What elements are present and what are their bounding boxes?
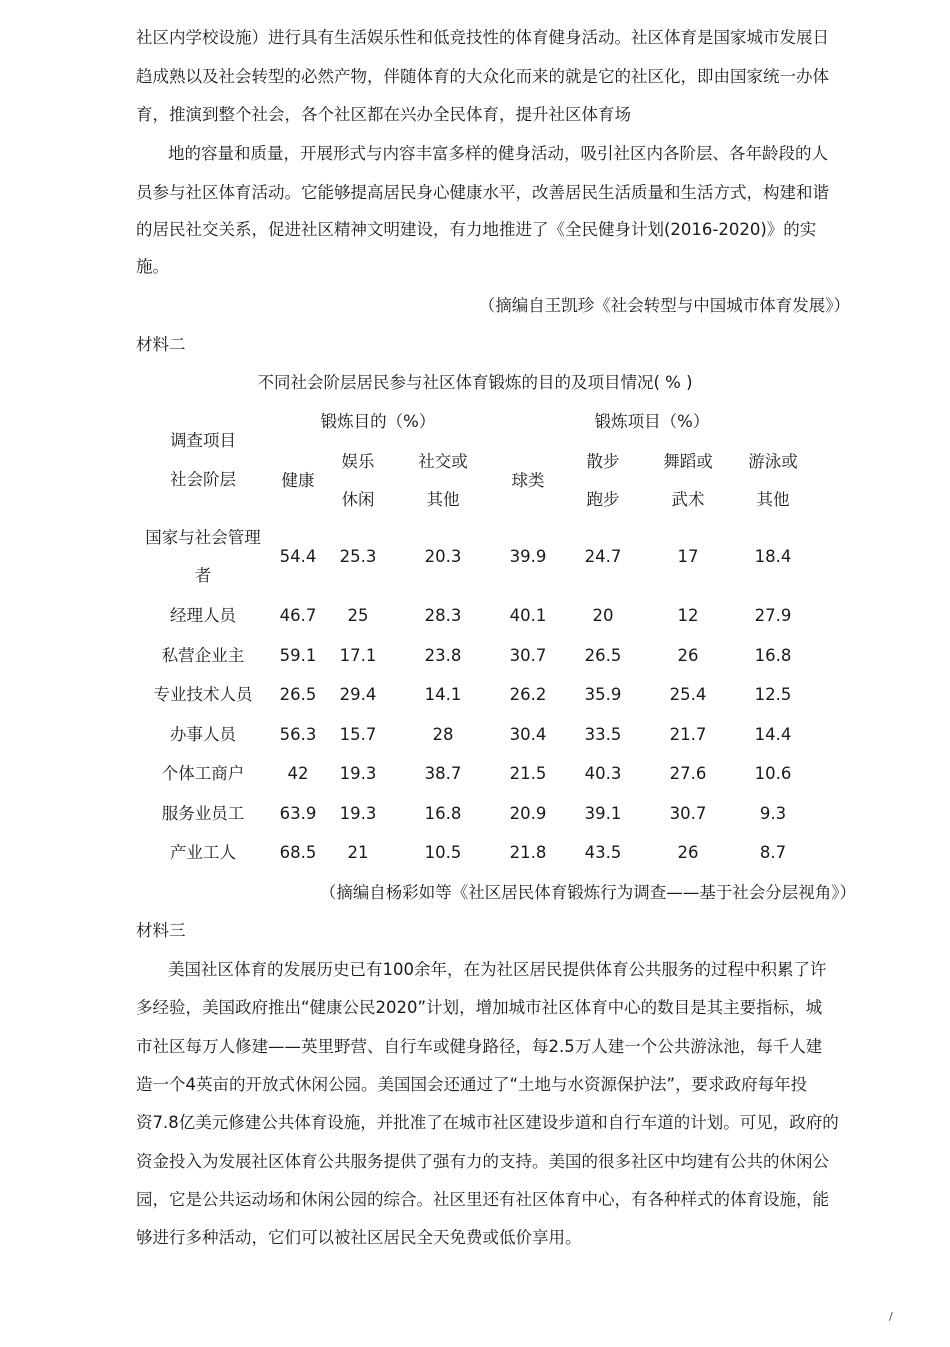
- table-cell: 16.8: [424, 804, 462, 823]
- col-header-swim: 游泳或: [748, 452, 798, 471]
- table-cell: 59.1: [279, 646, 317, 665]
- text-line: 美国社区体育的发展历史已有100余年，在为社区居民提供体育公共服务的过程中积累了许: [168, 960, 827, 979]
- row-label: 个体工商户: [161, 764, 245, 783]
- table-cell: 10.6: [754, 764, 792, 783]
- table-cell: 18.4: [754, 547, 792, 566]
- source-citation-2: （摘编自杨彩如等《社区居民体育锻炼行为调查——基于社会分层视角》）: [319, 883, 856, 902]
- table-cell: 54.4: [279, 547, 317, 566]
- col-header-ball: 球类: [511, 471, 545, 490]
- col-header-health: 健康: [281, 471, 315, 490]
- page-mark: /: [889, 1310, 893, 1323]
- table-cell: 26: [677, 646, 699, 665]
- table-cell: 19.3: [339, 804, 377, 823]
- table-title: 不同社会阶层居民参与社区体育锻炼的目的及项目情况( % ): [257, 373, 693, 392]
- row-label: 服务业员工: [161, 804, 245, 823]
- group-header-items: 锻炼项目（%）: [594, 412, 710, 431]
- table-cell: 28: [432, 725, 454, 744]
- row-label: 专业技术人员: [153, 685, 253, 704]
- text-line: 够进行多种活动，它们可以被社区居民全天免费或低价享用。: [136, 1228, 582, 1247]
- text-line: 的居民社交关系，促进社区精神文明建设，有力地推进了《全民健身计划(2016-2020)》的实: [136, 220, 817, 239]
- table-cell: 14.1: [424, 685, 462, 704]
- table-cell: 16.8: [754, 646, 792, 665]
- col-header-social: 社交或: [418, 452, 468, 471]
- table-cell: 30.4: [509, 725, 547, 744]
- table-cell: 42: [287, 764, 309, 783]
- row-label: 私营企业主: [161, 646, 245, 665]
- table-cell: 19.3: [339, 764, 377, 783]
- material-3-label: 材料三: [136, 921, 186, 940]
- table-cell: 26: [677, 843, 699, 862]
- table-cell: 9.3: [759, 804, 787, 823]
- text-line: 趋成熟以及社会转型的必然产物，伴随体育的大众化而来的就是它的社区化，即由国家统一办体: [136, 67, 829, 86]
- table-cell: 39.1: [584, 804, 622, 823]
- group-header-purpose: 锻炼目的（%）: [320, 412, 436, 431]
- text-line: 造一个4英亩的开放式休闲公园。美国国会还通过了“土地与水资源保护法”，要求政府每年投: [136, 1075, 808, 1094]
- text-line: 员参与社区体育活动。它能够提高居民身心健康水平，改善居民生活质量和生活方式，构建和谐: [136, 183, 829, 202]
- row-label: 国家与社会管理: [145, 528, 261, 547]
- table-cell: 20.9: [509, 804, 547, 823]
- table-cell: 30.7: [509, 646, 547, 665]
- table-cell: 20: [592, 606, 614, 625]
- table-cell: 39.9: [509, 547, 547, 566]
- table-cell: 20.3: [424, 547, 462, 566]
- corner-header-bottom: 社会阶层: [170, 470, 236, 489]
- col-header-dance: 舞蹈或: [663, 452, 713, 471]
- table-cell: 14.4: [754, 725, 792, 744]
- table-cell: 12: [677, 606, 699, 625]
- col-header-entertainment: 娱乐: [341, 452, 375, 471]
- col-header-swim: 其他: [756, 490, 790, 509]
- row-label: 者: [194, 566, 212, 585]
- table-cell: 21.5: [509, 764, 547, 783]
- table-cell: 38.7: [424, 764, 462, 783]
- table-cell: 25: [347, 606, 369, 625]
- table-cell: 25.4: [669, 685, 707, 704]
- table-cell: 40.1: [509, 606, 547, 625]
- col-header-walk: 散步: [586, 452, 620, 471]
- table-cell: 15.7: [339, 725, 377, 744]
- table-cell: 17: [677, 547, 699, 566]
- table-cell: 26.5: [584, 646, 622, 665]
- table-cell: 30.7: [669, 804, 707, 823]
- text-line: 多经验，美国政府推出“健康公民2020”计划，增加城市社区体育中心的数目是其主要指标，城: [136, 998, 823, 1017]
- table-cell: 68.5: [279, 843, 317, 862]
- table-cell: 63.9: [279, 804, 317, 823]
- row-label: 经理人员: [170, 606, 236, 625]
- material-2-label: 材料二: [136, 335, 186, 354]
- corner-header-top: 调查项目: [170, 431, 236, 450]
- col-header-social: 其他: [426, 490, 460, 509]
- table-cell: 23.8: [424, 646, 462, 665]
- text-line: 社区内学校设施）进行具有生活娱乐性和低竞技性的体育健身活动。社区体育是国家城市发展日: [136, 28, 829, 47]
- text-line: 资金投入为发展社区体育公共服务提供了强有力的支持。美国的很多社区中均建有公共的休闲公: [136, 1152, 829, 1171]
- table-cell: 8.7: [759, 843, 787, 862]
- table-cell: 10.5: [424, 843, 462, 862]
- table-cell: 25.3: [339, 547, 377, 566]
- col-header-walk: 跑步: [586, 490, 620, 509]
- text-line: 资7.8亿美元修建公共体育设施，并批准了在城市社区建设步道和自行车道的计划。可见，政府的: [136, 1113, 839, 1132]
- text-line: 地的容量和质量，开展形式与内容丰富多样的健身活动，吸引社区内各阶层、各年龄段的人: [168, 144, 828, 163]
- table-cell: 17.1: [339, 646, 377, 665]
- source-citation-1: （摘编自王凯珍《社会转型与中国城市体育发展》）: [478, 296, 850, 315]
- table-cell: 43.5: [584, 843, 622, 862]
- table-cell: 35.9: [584, 685, 622, 704]
- table-cell: 29.4: [339, 685, 377, 704]
- table-cell: 56.3: [279, 725, 317, 744]
- col-header-entertainment: 休闲: [341, 490, 375, 509]
- row-label: 产业工人: [170, 843, 236, 862]
- table-cell: 24.7: [584, 547, 622, 566]
- row-label: 办事人员: [170, 725, 236, 744]
- table-cell: 27.6: [669, 764, 707, 783]
- text-line: 市社区每万人修建——英里野营、自行车或健身路径，每2.5万人建一个公共游泳池，每千人建: [136, 1037, 823, 1056]
- table-cell: 27.9: [754, 606, 792, 625]
- table-cell: 21: [347, 843, 369, 862]
- table-cell: 26.2: [509, 685, 547, 704]
- table-cell: 21.7: [669, 725, 707, 744]
- table-cell: 46.7: [279, 606, 317, 625]
- table-cell: 28.3: [424, 606, 462, 625]
- text-line: 园，它是公共运动场和休闲公园的综合。社区里还有社区体育中心，有各种样式的体育设施，能: [136, 1190, 829, 1209]
- table-cell: 21.8: [509, 843, 547, 862]
- text-line: 施。: [136, 257, 169, 276]
- table-cell: 12.5: [754, 685, 792, 704]
- table-cell: 40.3: [584, 764, 622, 783]
- col-header-dance: 武术: [671, 490, 705, 509]
- table-cell: 33.5: [584, 725, 622, 744]
- table-cell: 26.5: [279, 685, 317, 704]
- text-line: 育，推演到整个社会，各个社区都在兴办全民体育，提升社区体育场: [136, 105, 631, 124]
